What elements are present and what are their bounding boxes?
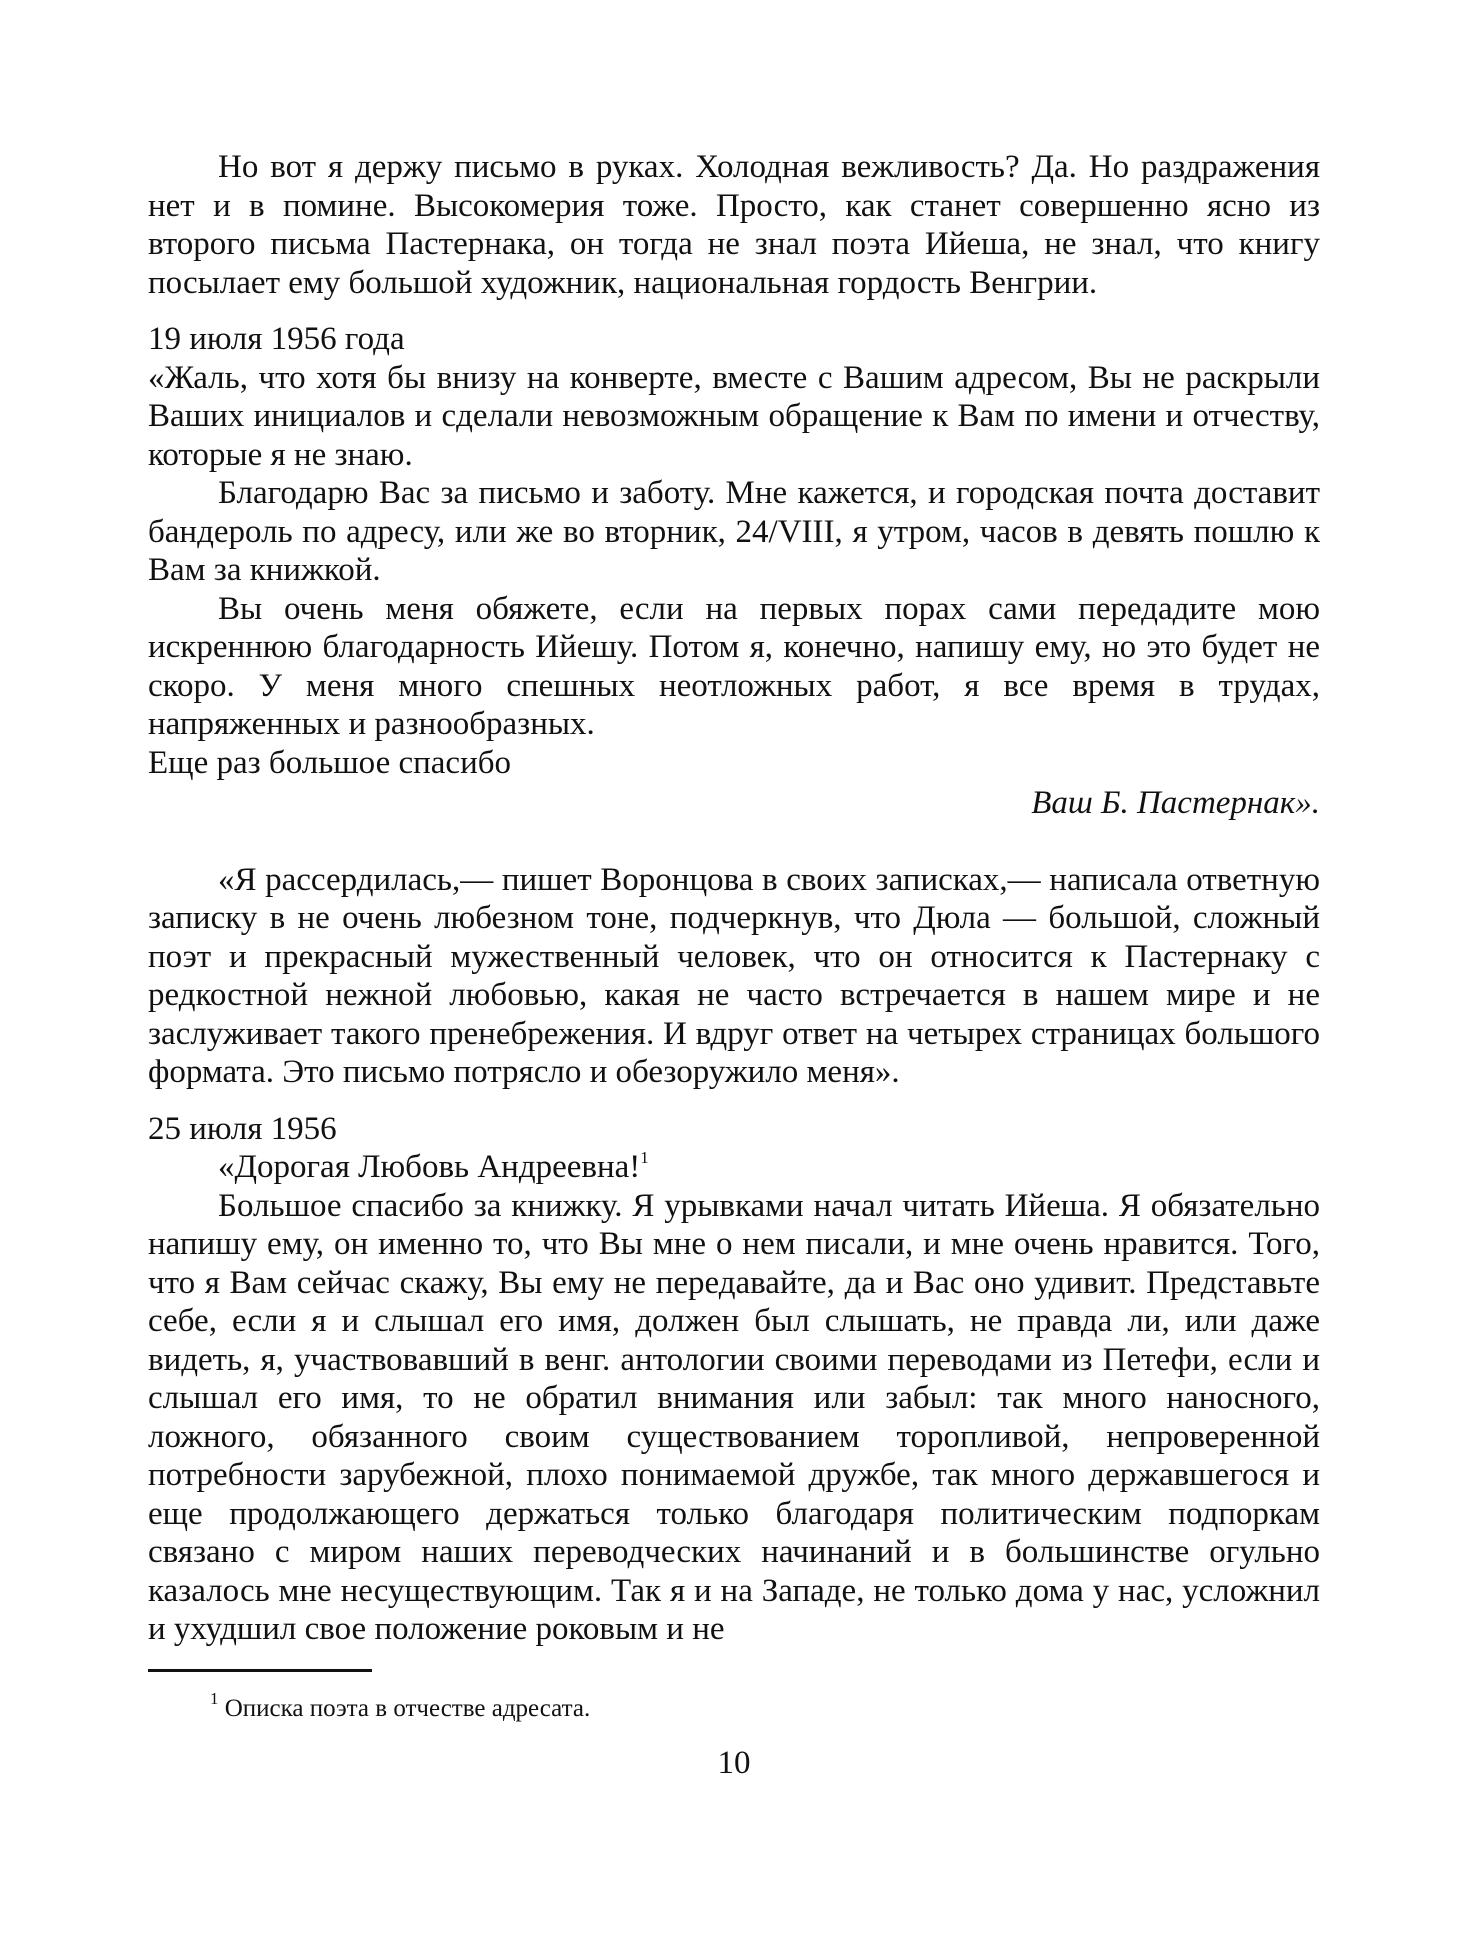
footnote-mark: 1 xyxy=(210,1689,219,1709)
footnote-reference-mark: 1 xyxy=(640,1148,649,1167)
paragraph-vorontsova-quote: «Я рассердилась,— пишет Воронцова в своих записках,— написала ответную записку в не очень любезном тоне, подчеркнув, что Дюла — большой, сложный поэт и прекрасный мужественный человек, что он относится к Пастернаку с редкостной нежной любовью, какая не часто встречается в нашем мире и не заслуживает такого пренебрежения. И вдруг ответ на четырех страницах большого формата. Это письмо потрясло и обезоружило меня». xyxy=(148,861,1320,1090)
footnote-divider xyxy=(148,1669,372,1672)
letter2-greeting xyxy=(148,1148,1320,1187)
page-number: 10 xyxy=(717,1744,751,1781)
letter1-paragraph-1: «Жаль, что хотя бы внизу на конверте, вместе с Вашим адресом, Вы не раскрыли Ваших инициалов и сделали невозможным обращение к Вам по имени и отчеству, которые я не знаю. xyxy=(148,359,1320,473)
footnote-text: Описка поэта в отчестве адресата. xyxy=(224,1694,591,1722)
book-page xyxy=(148,148,1320,1782)
letter-date-2: 25 июля 1956 xyxy=(148,1110,337,1147)
letter2-greeting-text: «Дорогая Любовь Андреевна! xyxy=(218,1149,641,1185)
footnote xyxy=(148,1689,1320,1724)
letter1-signature: Ваш Б. Пастернак». xyxy=(1031,785,1320,821)
letter1-closing: Еще раз большое спасибо xyxy=(148,744,512,781)
letter1-paragraph-3: Вы очень меня обяжете, если на первых порах сами передадите мою искреннюю благодарность Ийешу. Потом я, конечно, напишу ему, но это будет не скоро. У меня много спешных неотложных работ, я все время в трудах, напряженных и разнообразных. xyxy=(148,590,1320,742)
letter-date-1: 19 июля 1956 года xyxy=(148,321,405,357)
letter1-paragraph-2: Благодарю Вас за письмо и заботу. Мне кажется, и городская почта доставит бандероль по адресу, или же во вторник, 24/VIII, я утром, часов в девять пошлю к Вам за книжкой. xyxy=(148,475,1320,588)
paragraph-intro: Но вот я держу письмо в руках. Холодная вежливость? Да. Но раздражения нет и в помине. Высокомерия тоже. Просто, как станет совершенно ясно из второго письма Пастернака, он тогда не знал поэта Ийеша, не знал, что книгу посылает ему большой художник, национальная гордость Венгрии. xyxy=(148,149,1320,301)
letter2-paragraph-1: Большое спасибо за книжку. Я урывками начал читать Ийеша. Я обязательно напишу ему, он именно то, что Вы мне о нем писали, и мне очень нравится. Того, что я Вам сейчас скажу, Вы ему не передавайте, да и Вас оно удивит. Представьте себе, если я и слышал его имя, должен был слышать, не правда ли, или даже видеть, я, участвовавший в венг. антологии своими переводами из Петефи, если и слышал его имя, то не обратил внимания или забыл: так много наносного, ложного, обязанного своим существованием торопливой, непроверенной потребности зарубежной, плохо понимаемой дружбе, так много державшегося и еще продолжающего держаться только благодаря политическим подпоркам связано с миром наших переводческих начинаний и в большинстве огульно казалось мне несуществующим. Так я и на Западе, не только дома у нас, усложнил и ухудшил свое положение роковым и не xyxy=(148,1187,1320,1647)
